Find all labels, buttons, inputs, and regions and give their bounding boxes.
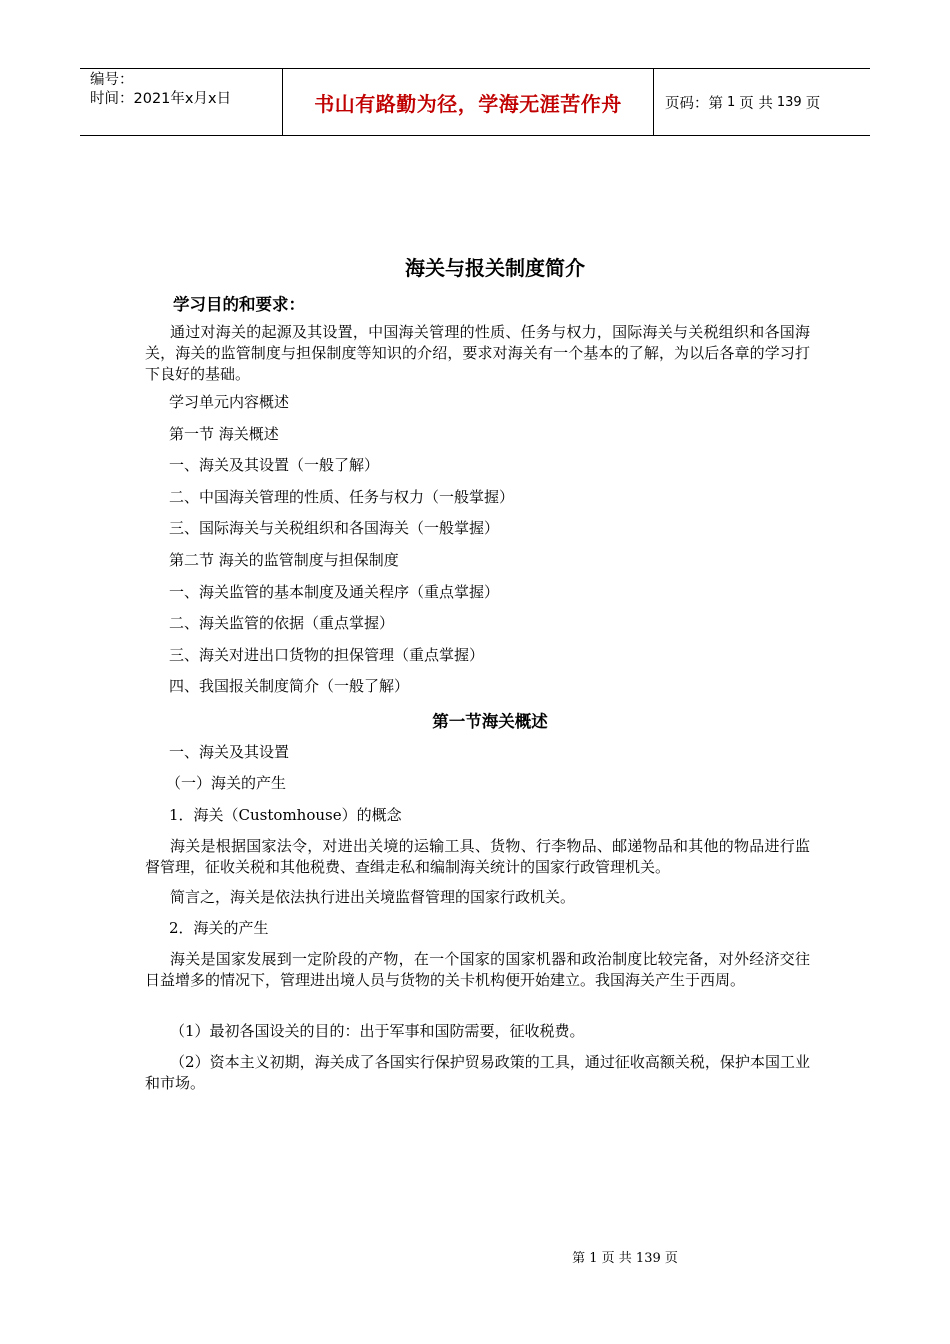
page-total: 139 [776, 94, 802, 110]
outline-item: 第一节 海关概述 [169, 425, 279, 443]
page-footer: 第 1 页 共 139 页 [572, 1251, 678, 1266]
body-line: 1．海关（Customhouse）的概念 [169, 806, 402, 824]
body-line: 2．海关的产生 [169, 919, 269, 937]
outline-item: 一、海关监管的基本制度及通关程序（重点掌握） [169, 583, 500, 601]
page-current: 1 [727, 94, 736, 110]
number-label: 编号： [90, 72, 134, 88]
header-meta-cell [80, 69, 282, 135]
header-table [80, 68, 870, 136]
body-line: （一）海关的产生 [166, 774, 287, 792]
outline-item: 四、我国报关制度简介（一般了解） [169, 677, 410, 695]
body-line: 一、海关及其设置 [169, 743, 290, 761]
objectives-paragraph: 通过对海关的起源及其设置，中国海关管理的性质、任务与权力，国际海关与关税组织和各国海关，海关的监管制度与担保制度等知识的介绍，要求对海关有一个基本的了解，为以后各章的学习打下良好的基础。 [145, 323, 810, 383]
body-paragraph: （2）资本主义初期，海关成了各国实行保护贸易政策的工具，通过征收高额关税，保护本国工业和市场。 [145, 1053, 810, 1092]
header-page-cell [654, 69, 870, 135]
page-suffix: 页 [805, 95, 821, 112]
objectives-heading: 学习目的和要求： [173, 295, 305, 314]
outline-item: 三、国际海关与关税组织和各国海关（一般掌握） [169, 519, 500, 537]
motto-text: 书山有路勤为径，学海无涯苦作舟 [314, 91, 622, 116]
outline-item: 二、中国海关管理的性质、任务与权力（一般掌握） [169, 488, 515, 506]
page-prefix: 页码：第 [665, 95, 723, 112]
document-title: 海关与报关制度简介 [405, 256, 585, 280]
body-paragraph: （1）最初各国设关的目的：出于军事和国防需要，征收税费。 [170, 1022, 585, 1040]
page-mid: 页 共 [739, 95, 773, 112]
body-paragraph: 海关是国家发展到一定阶段的产物，在一个国家的国家机器和政治制度比较完备，对外经济交往日益增多的情况下，管理进出境人员与货物的关卡机构便开始建立。我国海关产生于西周。 [145, 950, 810, 989]
outline-item: 学习单元内容概述 [169, 393, 290, 411]
outline-item: 三、海关对进出口货物的担保管理（重点掌握） [169, 646, 485, 664]
section-heading: 第一节海关概述 [432, 712, 548, 731]
body-paragraph: 简言之，海关是依法执行进出关境监督管理的国家行政机关。 [170, 888, 576, 906]
outline-item: 一、海关及其设置（一般了解） [169, 456, 380, 474]
time-label: 时间：2021年x月x日 [90, 91, 232, 107]
header-motto-cell [282, 69, 654, 135]
body-paragraph: 海关是根据国家法令，对进出关境的运输工具、货物、行李物品、邮递物品和其他的物品进行监督管理，征收关税和其他税费、查缉走私和编制海关统计的国家行政管理机关。 [145, 837, 810, 876]
outline-item: 第二节 海关的监管制度与担保制度 [169, 551, 399, 569]
outline-item: 二、海关监管的依据（重点掌握） [169, 614, 395, 632]
